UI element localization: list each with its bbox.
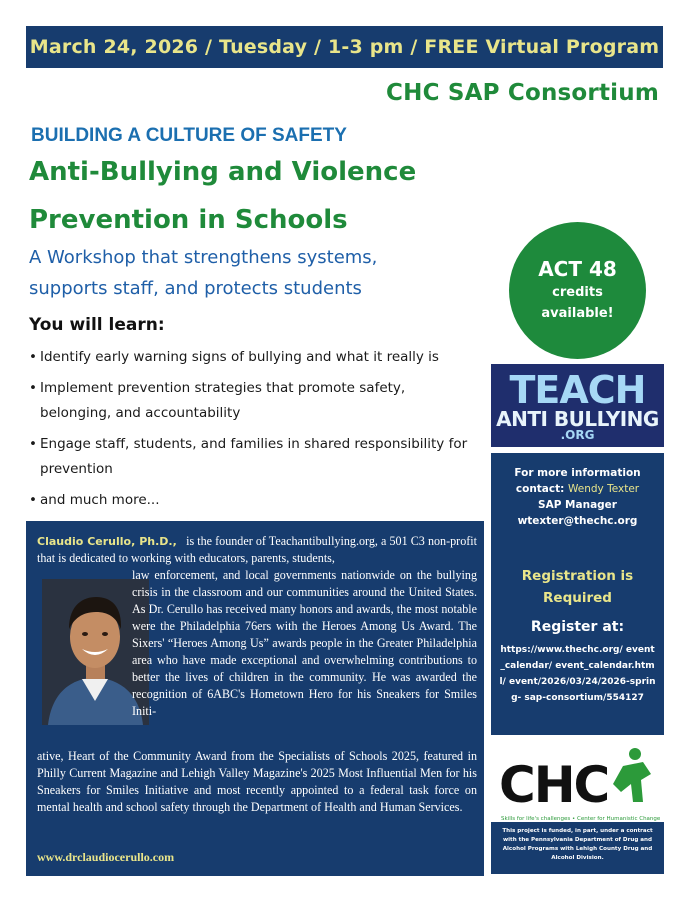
chc-logo-letters: CHC — [499, 756, 609, 814]
kicker-heading: BUILDING A CULTURE OF SAFETY — [31, 125, 347, 146]
contact-info — [491, 465, 664, 529]
contact-line — [491, 481, 664, 497]
bio-top-text: is the founder of Teachantibullying.org, a 501 C3 non-profit that is dedicated to working with educators, parents, students, — [37, 534, 477, 565]
register-at-label: Register at: — [530, 619, 625, 635]
list-item: • Implement prevention strategies that promote safety, belonging, and accountability — [29, 376, 469, 426]
contact-email[interactable]: wtexter@thechc.org — [517, 515, 638, 527]
consortium-title: CHC SAP Consortium — [386, 80, 659, 106]
contact-label: contact: — [515, 483, 565, 495]
act48-badge — [509, 222, 646, 359]
event-banner — [26, 26, 663, 68]
contact-name: Wendy Texter — [568, 483, 640, 495]
teach-logo-line-2: ANTI BULLYING — [496, 406, 659, 431]
chc-logo — [495, 740, 660, 826]
learn-list — [29, 345, 469, 519]
chc-logo-icon — [495, 740, 660, 826]
act48-credits: credits — [552, 285, 603, 300]
chc-logo-tagline: Skills for life's challenges • Center for Humanistic Change, Inc. — [501, 816, 660, 822]
bio-middle-text: law enforcement, and local governments nationwide on the bullying crisis in the classroom and our communities around the United States. As Dr. Cerullo has received many honors and awards, the most notable were the Philadelphia 76ers with the Heroes Among Us Award. The Sixers' “Heroes Among Us” awards people in the Greater Philadelphia area who have made exceptional and overwhelming contributions to better the lives of children in the community. He was awarded the recognition of 6ABC's Hometown Hero for his Sneakers for Smiles Initi- — [132, 568, 477, 718]
registration-notice: Registration is Required — [521, 568, 634, 606]
event-banner-text: March 24, 2026 / Tuesday / 1-3 pm / FREE Virtual Program — [29, 36, 660, 58]
title-line-2: Prevention in Schools — [29, 205, 348, 235]
title-line-1: Anti-Bullying and Violence — [29, 157, 417, 187]
bio-bottom-text: ative, Heart of the Community Award from the Specialists of Schools 2025, featured in Philly Current Magazine and Lehigh Valley Magazine's 2025 Most Influential Men for his Sneakers for Smiles Initiative and most recently appointed to a federal task force on mental health and school safety through the Department of Health and Human Services. — [37, 749, 477, 814]
list-item: • Identify early warning signs of bullying and what it really is — [29, 345, 469, 370]
act48-available: available! — [541, 306, 614, 321]
contact-panel — [491, 453, 664, 735]
subtitle-line-1: A Workshop that strengthens systems, — [29, 247, 378, 268]
list-item: • and much more... — [29, 488, 469, 513]
subtitle — [29, 242, 449, 304]
speaker-website-link[interactable]: www.drclaudiocerullo.com — [37, 850, 175, 864]
learn-heading: You will learn: — [29, 315, 165, 335]
more-info-text: For more information — [514, 467, 641, 479]
subtitle-line-2: supports staff, and protects students — [29, 278, 362, 299]
registration-link[interactable]: https://www.thechc.org/ event_calendar/ event_calendar.html/ event/2026/03/24/2026-spring- sap-consortium/554127 — [499, 645, 656, 703]
bio-name: Claudio Cerullo, Ph.D., — [37, 535, 177, 548]
act48-label: ACT 48 — [538, 257, 617, 281]
bio-intro — [37, 533, 477, 567]
teach-anti-bullying-logo — [491, 364, 664, 447]
teach-logo-line-3: .ORG — [560, 427, 595, 442]
teach-logo-line-1: TEACH — [509, 367, 646, 412]
contact-role: SAP Manager — [538, 499, 617, 511]
funding-notice: This project is funded, in part, under a contract with the Pennsylvania Department of Drug and Alcohol Programs with Lehigh County Drug and Alcohol Division. — [491, 822, 664, 874]
bio-panel — [26, 521, 484, 876]
page-title — [29, 148, 499, 244]
list-item: • Engage staff, students, and families in shared responsibility for prevention — [29, 432, 469, 482]
